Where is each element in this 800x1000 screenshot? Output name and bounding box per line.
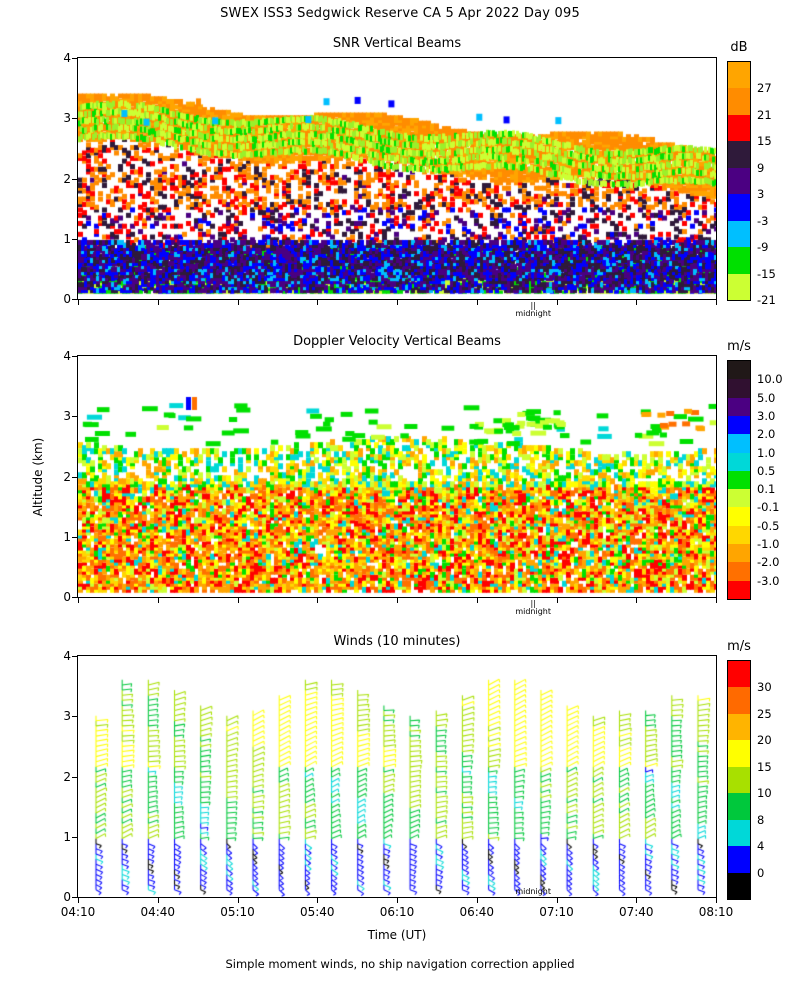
panel-winds-plot[interactable] bbox=[77, 655, 717, 898]
colorbar-band bbox=[728, 507, 750, 526]
colorbar-tick-label: 4 bbox=[757, 839, 765, 854]
y-tick-label: 3 bbox=[63, 111, 71, 126]
colorbar-tick-label: -3.0 bbox=[757, 573, 780, 588]
x-tick-label: 07:40 bbox=[618, 905, 654, 919]
colorbar-winds bbox=[727, 639, 772, 900]
colorbar-tick-label: 8 bbox=[757, 812, 765, 827]
x-tick-label: 05:10 bbox=[220, 905, 255, 919]
colorbar-band bbox=[728, 820, 750, 847]
y-tick-mark bbox=[72, 58, 77, 59]
x-tick-mark bbox=[477, 898, 478, 903]
colorbar-band bbox=[728, 434, 750, 453]
y-tick-label: 4 bbox=[63, 349, 71, 363]
y-tick-label: 0 bbox=[63, 292, 71, 306]
colorbar-tick-label: 10.0 bbox=[757, 372, 783, 387]
colorbar-band bbox=[728, 274, 750, 301]
y-tick-label: 2 bbox=[63, 171, 71, 186]
x-tick-mark bbox=[477, 300, 478, 305]
x-tick-mark bbox=[716, 598, 717, 603]
y-tick-mark bbox=[72, 477, 77, 478]
colorbar-band bbox=[728, 471, 750, 490]
y-tick-label: 2 bbox=[63, 469, 71, 484]
colorbar-band bbox=[728, 453, 750, 472]
y-tick-mark bbox=[72, 837, 77, 838]
x-tick-mark bbox=[317, 300, 318, 305]
y-tick-mark bbox=[72, 239, 77, 240]
colorbar-band bbox=[728, 115, 750, 142]
y-tick-label: 0 bbox=[63, 590, 71, 604]
panel-doppler-plot[interactable] bbox=[77, 355, 717, 598]
colorbar-tick-label: 30 bbox=[757, 680, 772, 695]
x-tick-mark bbox=[557, 300, 558, 305]
x-tick-mark bbox=[636, 898, 637, 903]
colorbar-band bbox=[728, 740, 750, 767]
x-tick-mark bbox=[716, 898, 717, 903]
x-tick-label: 05:40 bbox=[299, 905, 335, 919]
x-tick-mark bbox=[238, 898, 239, 903]
colorbar-band bbox=[728, 361, 750, 380]
colorbar-tick-label: -3 bbox=[757, 213, 769, 228]
colorbar-tick-label: 0 bbox=[757, 865, 765, 880]
colorbar-band bbox=[728, 88, 750, 115]
colorbar-band bbox=[728, 379, 750, 398]
x-tick-label: 08:10 bbox=[698, 905, 734, 919]
midnight-label: midnight bbox=[515, 309, 551, 319]
y-tick-label: 0 bbox=[63, 890, 71, 904]
panel-doppler-title: Doppler Velocity Vertical Beams bbox=[293, 334, 501, 349]
x-tick-mark bbox=[397, 598, 398, 603]
x-tick-label: 06:10 bbox=[379, 905, 415, 919]
y-tick-mark bbox=[72, 299, 77, 300]
x-tick-label: 06:40 bbox=[459, 905, 495, 919]
colorbar-tick-label: 9 bbox=[757, 160, 765, 175]
colorbar-tick-label: 3 bbox=[757, 187, 765, 202]
colorbar-tick-label: 20 bbox=[757, 733, 772, 748]
panel-snr-plot[interactable] bbox=[77, 57, 717, 300]
x-tick-mark bbox=[397, 300, 398, 305]
x-tick-mark bbox=[78, 898, 79, 903]
panel-doppler bbox=[63, 334, 717, 617]
colorbar-winds-scale bbox=[727, 660, 751, 900]
colorbar-doppler-scale bbox=[727, 360, 751, 600]
y-tick-label: 1 bbox=[63, 529, 71, 544]
colorbar-tick-label: 21 bbox=[757, 107, 772, 122]
colorbar-band bbox=[728, 489, 750, 508]
colorbar-band bbox=[728, 562, 750, 581]
x-tick-mark bbox=[238, 300, 239, 305]
y-tick-label: 3 bbox=[63, 709, 71, 724]
colorbar-band bbox=[728, 581, 750, 600]
y-tick-label: 4 bbox=[63, 51, 71, 65]
colorbar-tick-label: -1.0 bbox=[757, 537, 780, 552]
x-tick-mark bbox=[477, 598, 478, 603]
colorbar-tick-label: 15 bbox=[757, 759, 772, 774]
colorbar-snr bbox=[727, 40, 776, 307]
colorbar-doppler-title: m/s bbox=[727, 339, 751, 354]
colorbar-tick-label: -0.1 bbox=[757, 500, 780, 515]
x-tick-mark bbox=[716, 300, 717, 305]
y-tick-label: 4 bbox=[63, 649, 71, 663]
colorbar-tick-label: 5.0 bbox=[757, 390, 776, 405]
x-tick-label: 07:10 bbox=[539, 905, 574, 919]
midnight-marker bbox=[515, 888, 551, 896]
x-tick-mark bbox=[317, 598, 318, 603]
y-tick-mark bbox=[72, 356, 77, 357]
colorbar-tick-label: 2.0 bbox=[757, 427, 776, 442]
x-axis-label: Time (UT) bbox=[367, 928, 427, 942]
y-tick-mark bbox=[72, 716, 77, 717]
colorbar-tick-label: 1.0 bbox=[757, 445, 776, 460]
panel-snr-title: SNR Vertical Beams bbox=[332, 36, 462, 51]
x-tick-mark bbox=[158, 598, 159, 603]
colorbar-snr-title: dB bbox=[730, 40, 748, 55]
x-tick-mark bbox=[557, 598, 558, 603]
y-tick-label: 2 bbox=[63, 769, 71, 784]
colorbar-tick-label: -9 bbox=[757, 240, 769, 255]
y-tick-mark bbox=[72, 777, 77, 778]
y-axis-label: Altitude (km) bbox=[31, 437, 45, 517]
x-tick-mark bbox=[238, 598, 239, 603]
colorbar-band bbox=[728, 873, 750, 900]
colorbar-tick-label: 15 bbox=[757, 134, 772, 149]
midnight-label: midnight bbox=[515, 607, 551, 617]
colorbar-tick-label: 3.0 bbox=[757, 408, 776, 423]
colorbar-band bbox=[728, 141, 750, 168]
midnight-marker bbox=[515, 302, 551, 319]
colorbar-winds-title: m/s bbox=[727, 639, 751, 654]
colorbar-snr-scale bbox=[727, 61, 751, 301]
colorbar-tick-label: -21 bbox=[757, 293, 776, 307]
midnight-marker bbox=[515, 600, 551, 617]
colorbar-tick-label: 27 bbox=[757, 81, 772, 96]
colorbar-doppler bbox=[727, 339, 783, 600]
colorbar-band bbox=[728, 194, 750, 221]
x-tick-mark bbox=[158, 898, 159, 903]
colorbar-band bbox=[728, 714, 750, 741]
y-tick-label: 3 bbox=[63, 409, 71, 424]
y-tick-mark bbox=[72, 179, 77, 180]
panel-winds bbox=[60, 634, 734, 919]
y-tick-mark bbox=[72, 416, 77, 417]
colorbar-tick-label: 0.5 bbox=[757, 463, 776, 478]
x-tick-mark bbox=[158, 300, 159, 305]
colorbar-band bbox=[728, 247, 750, 274]
y-tick-mark bbox=[72, 118, 77, 119]
colorbar-tick-label: 25 bbox=[757, 706, 772, 721]
colorbar-tick-label: -15 bbox=[757, 266, 776, 281]
colorbar-band bbox=[728, 62, 750, 89]
midnight-label: midnight bbox=[515, 887, 551, 896]
colorbar-band bbox=[728, 661, 750, 688]
y-tick-mark bbox=[72, 897, 77, 898]
midnight-tick-label: || bbox=[530, 301, 536, 310]
colorbar-tick-label: 10 bbox=[757, 786, 772, 801]
colorbar-band bbox=[728, 767, 750, 794]
x-tick-mark bbox=[317, 898, 318, 903]
x-tick-mark bbox=[636, 598, 637, 603]
figure-footnote: Simple moment winds, no ship navigation correction applied bbox=[225, 957, 575, 971]
panel-snr bbox=[63, 36, 717, 319]
y-tick-mark bbox=[72, 537, 77, 538]
colorbar-tick-label: -2.0 bbox=[757, 555, 780, 570]
x-tick-mark bbox=[78, 598, 79, 603]
colorbar-tick-label: 0.1 bbox=[757, 482, 776, 497]
y-tick-mark bbox=[72, 597, 77, 598]
colorbar-band bbox=[728, 793, 750, 820]
x-tick-mark bbox=[557, 898, 558, 903]
colorbar-band bbox=[728, 526, 750, 545]
y-tick-mark bbox=[72, 656, 77, 657]
y-tick-label: 1 bbox=[63, 231, 71, 246]
colorbar-tick-label: -0.5 bbox=[757, 518, 780, 533]
figure-title: SWEX ISS3 Sedgwick Reserve CA 5 Apr 2022 Day 095 bbox=[220, 6, 580, 21]
x-tick-mark bbox=[636, 300, 637, 305]
colorbar-band bbox=[728, 168, 750, 195]
panel-winds-title: Winds (10 minutes) bbox=[333, 634, 461, 649]
x-tick-mark bbox=[397, 898, 398, 903]
colorbar-band bbox=[728, 846, 750, 873]
midnight-tick-label: || bbox=[530, 599, 536, 608]
x-tick-label: 04:10 bbox=[60, 905, 96, 919]
colorbar-band bbox=[728, 544, 750, 563]
colorbar-band bbox=[728, 687, 750, 714]
colorbar-band bbox=[728, 398, 750, 417]
y-tick-label: 1 bbox=[63, 829, 71, 844]
colorbar-band bbox=[728, 416, 750, 435]
colorbar-band bbox=[728, 221, 750, 248]
x-tick-label: 04:40 bbox=[140, 905, 176, 919]
x-tick-mark bbox=[78, 300, 79, 305]
